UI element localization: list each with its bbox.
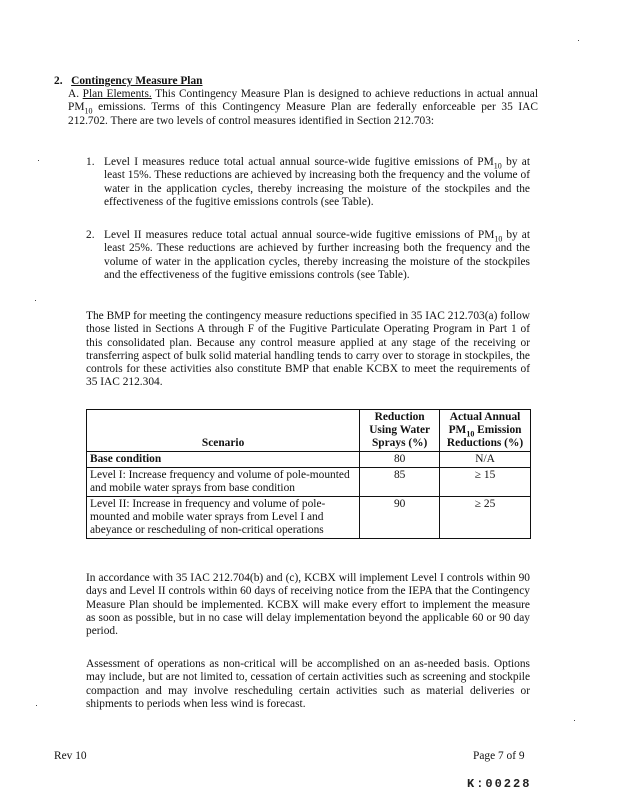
scan-speck xyxy=(578,40,579,41)
header-actual-sub: 10 xyxy=(466,429,475,439)
table-row xyxy=(87,497,531,539)
list-item-sub: 10 xyxy=(494,234,503,244)
section-heading xyxy=(54,75,203,88)
header-scenario: Scenario xyxy=(87,410,360,452)
header-reduction: Reduction Using Water Sprays (%) xyxy=(360,410,440,452)
list-item-sub: 10 xyxy=(493,161,502,171)
footer-revision: Rev 10 xyxy=(54,750,87,762)
table-cell-actual: N/A xyxy=(440,452,531,468)
bates-stamp: K:00228 xyxy=(467,777,532,791)
plan-elements-label: A. xyxy=(68,88,80,100)
scan-speck xyxy=(38,160,39,161)
plan-elements-text-2: emissions. Terms of this Contingency Measure Plan are federally enforceable per 35 IAC 212.702. There are two levels of control measures identified in Section 212.703: xyxy=(68,101,538,127)
assessment-paragraph: Assessment of operations as non-critical will be accomplished on an as-needed basis. Options may include, but are not limited to, cessation of certain activities such as screening and stockpile compaction and may involve rescheduling certain activities such as material deliveries or shipments to periods when less wind is forecast. xyxy=(86,658,530,710)
contingency-table xyxy=(86,409,531,539)
scan-speck xyxy=(35,300,36,301)
table-header-row xyxy=(87,410,531,452)
section-title: Contingency Measure Plan xyxy=(71,75,203,87)
table-cell-reduction: 80 xyxy=(360,452,440,468)
plan-elements-sub: 10 xyxy=(84,106,93,116)
table-cell-actual: ≥ 25 xyxy=(440,497,531,539)
list-item-text-2: by at least 15%. These reductions are achieved by increasing both the frequency and the volume of water in the application cycles, thereby increasing the moisture of the stockpiles and the effectiveness of the fugitive emissions controls (see Table). xyxy=(104,156,530,208)
table-row xyxy=(87,468,531,497)
header-actual-text-2: Emission Reductions (%) xyxy=(446,424,524,449)
table-cell-reduction: 90 xyxy=(360,497,440,539)
scan-speck xyxy=(574,720,575,721)
list-item-text-1: Level I measures reduce total actual annual source-wide fugitive emissions of PM xyxy=(104,156,494,168)
list-item-text xyxy=(104,229,530,282)
plan-elements-paragraph xyxy=(68,88,538,128)
table-cell-scenario: Level II: Increase in frequency and volume of pole-mounted and mobile water sprays from Level I and abeyance or rescheduling of non-critical operations xyxy=(87,497,360,539)
list-item-number: 2. xyxy=(86,229,95,241)
list-item-level-1 xyxy=(86,156,530,209)
plan-elements-heading: Plan Elements. xyxy=(82,88,152,100)
table-row xyxy=(87,452,531,468)
list-item-text-2: by at least 25%. These reductions are achieved by further increasing both the frequency and the volume of water in the application cycles, thereby increasing the moisture of the stockpiles and the effectiveness of the fugitive emissions controls (see Table). xyxy=(104,229,530,281)
header-actual xyxy=(440,410,531,452)
section-number: 2. xyxy=(54,75,63,87)
table-cell-reduction: 85 xyxy=(360,468,440,497)
table-cell-scenario: Base condition xyxy=(87,452,360,468)
footer-page-number: Page 7 of 9 xyxy=(473,750,525,762)
list-item-text-1: Level II measures reduce total actual annual source-wide fugitive emissions of PM xyxy=(104,229,495,241)
list-item-text xyxy=(104,156,530,209)
list-item-number: 1. xyxy=(86,156,95,168)
header-actual-text-1: Actual Annual PM xyxy=(448,411,521,436)
list-item-level-2 xyxy=(86,229,530,282)
table-cell-actual: ≥ 15 xyxy=(440,468,531,497)
scan-speck xyxy=(36,705,37,706)
accordance-paragraph: In accordance with 35 IAC 212.704(b) and (c), KCBX will implement Level I controls within 90 days and Level II controls within 60 days of receiving notice from the IEPA that the Contingency Measure Plan should be implemented. KCBX will make every effort to implement the measure as soon as possible, but in no case will delay implementation beyond the applicable 60 or 90 day period. xyxy=(86,572,530,638)
plan-elements-text-1: This Contingency Measure Plan is designed to achieve reductions in actual annual PM xyxy=(68,88,539,114)
table-cell-scenario: Level I: Increase frequency and volume of pole-mounted and mobile water sprays from base condition xyxy=(87,468,360,497)
bmp-paragraph: The BMP for meeting the contingency measure reductions specified in 35 IAC 212.703(a) follow those listed in Sections A through F of the Fugitive Particulate Operating Program in Part 1 of this consolidated plan. Because any control measure applied at any stage of the receiving or transferring aspect of bulk solid material handling tends to carry over to storage in stockpiles, the controls for these activities also constitute BMP that enable KCBX to meet the requirements of 35 IAC 212.304. xyxy=(86,310,530,389)
